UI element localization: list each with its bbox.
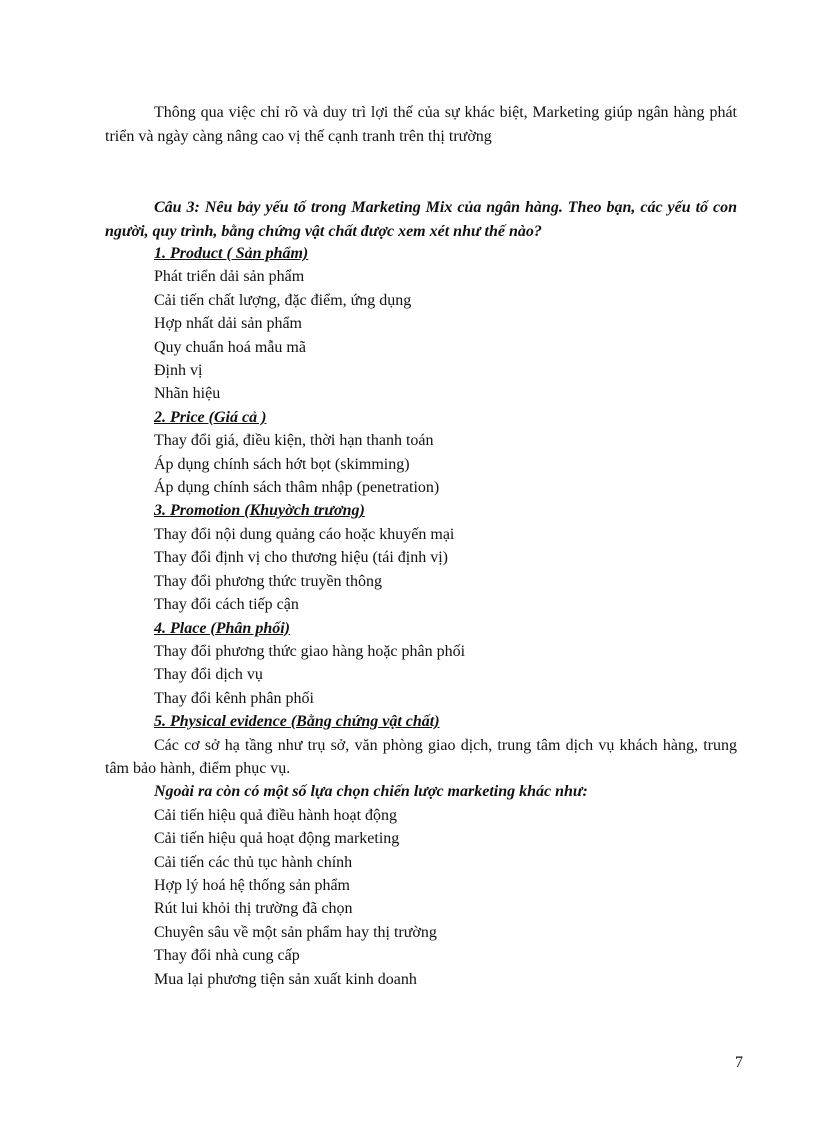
list-item: Thay đổi cách tiếp cận bbox=[154, 596, 299, 614]
list-item: Cải tiến chất lượng, đặc điểm, ứng dụng bbox=[154, 291, 412, 309]
list-item: Cải tiến các thủ tục hành chính bbox=[154, 853, 353, 871]
list-item: Cải tiến hiệu quả điều hành hoạt động bbox=[154, 806, 398, 824]
list-item: Áp dụng chính sách hớt bọt (skimming) bbox=[154, 455, 410, 473]
list-item: Rút lui khỏi thị trường đã chọn bbox=[154, 900, 353, 918]
list-item: Thay đổi kênh phân phối bbox=[154, 689, 314, 707]
list-item: Thay đổi nhà cung cấp bbox=[154, 947, 300, 965]
page-number: 7 bbox=[735, 1054, 743, 1071]
list-item: Mua lại phương tiện sản xuất kinh doanh bbox=[154, 970, 417, 988]
list-item: Chuyên sâu về một sản phẩm hay thị trường bbox=[154, 923, 437, 941]
list-item: Cải tiến hiệu quả hoạt động marketing bbox=[154, 830, 400, 848]
list-item: Hợp lý hoá hệ thống sản phẩm bbox=[154, 876, 350, 894]
list-item: Áp dụng chính sách thâm nhập (penetration) bbox=[154, 479, 440, 497]
marketing-mix-content bbox=[105, 242, 744, 991]
list-item: Thay đổi phương thức truyền thông bbox=[154, 572, 382, 590]
physical-evidence-paragraph: Các cơ sở hạ tầng như trụ sở, văn phòng giao dịch, trung tâm dịch vụ khách hàng, trung tâm bảo hành, điểm phục vụ. bbox=[105, 736, 737, 777]
list-item: Thay đổi giá, điều kiện, thời hạn thanh toán bbox=[154, 432, 434, 450]
section-heading-promotion: 3. Promotion (Khuyờch trương) bbox=[154, 502, 365, 520]
intro-paragraph: Thông qua việc chỉ rõ và duy trì lợi thế của sự khác biệt, Marketing giúp ngân hàng phát triển và ngày càng nâng cao vị thế cạnh tranh trên thị trường bbox=[105, 104, 737, 145]
list-item: Định vị bbox=[154, 362, 203, 380]
list-item: Thay đổi định vị cho thương hiệu (tái định vị) bbox=[154, 549, 448, 567]
list-item: Nhãn hiệu bbox=[154, 385, 221, 403]
section-heading-physical-evidence: 5. Physical evidence (Bằng chứng vật chất) bbox=[154, 713, 440, 731]
list-item: Phát triển dải sản phẩm bbox=[154, 268, 305, 286]
section-heading-product: 1. Product ( Sản phẩm) bbox=[154, 245, 309, 262]
list-item: Thay đổi nội dung quảng cáo hoặc khuyến mại bbox=[154, 525, 455, 543]
section-heading-place: 4. Place (Phân phối) bbox=[154, 619, 290, 637]
list-item: Thay đổi dịch vụ bbox=[154, 666, 263, 684]
question-heading: Câu 3: Nêu bảy yếu tố trong Marketing Mix của ngân hàng. Theo bạn, các yếu tố con người, quy trình, bằng chứng vật chất được xem xét như thế nào? bbox=[105, 199, 737, 240]
section-heading-price: 2. Price (Giá cả ) bbox=[154, 408, 267, 426]
list-item: Hợp nhất dải sản phẩm bbox=[154, 315, 302, 333]
list-item: Thay đổi phương thức giao hàng hoặc phân phối bbox=[154, 642, 466, 660]
other-options-heading: Ngoài ra còn có một số lựa chọn chiến lược marketing khác như: bbox=[154, 783, 588, 801]
list-item: Quy chuẩn hoá mẫu mã bbox=[154, 338, 306, 356]
